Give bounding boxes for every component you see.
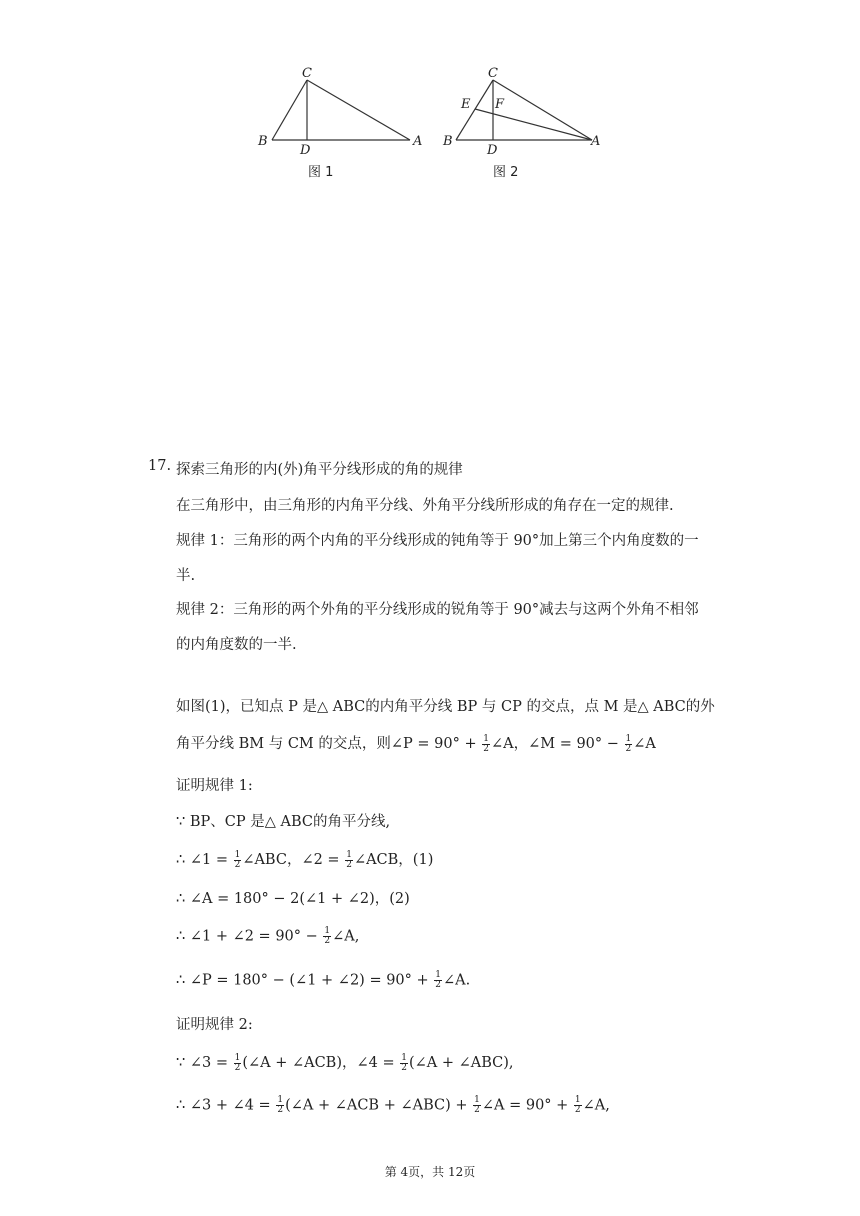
example-post: ∠A — [633, 736, 656, 752]
example-line-1: 如图(1)，已知点 P 是△ ABC的内角平分线 BP 与 CP 的交点，点 M 是△ ABC的外 — [176, 699, 715, 715]
proof1-line-3: ∴ ∠A = 180° − 2(∠1 + ∠2)，(2) — [176, 891, 410, 907]
fig2-label-d: D — [487, 143, 498, 158]
rule2-line-2: 的内角度数的一半. — [176, 637, 297, 653]
figure-2 — [456, 80, 592, 140]
example-mid: ∠A，∠M = 90° − — [490, 736, 624, 752]
example-line-2 — [176, 732, 656, 754]
fig1-label-c: C — [302, 66, 312, 81]
proof1-title: 证明规律 1: — [176, 778, 253, 794]
proof1-line-2: ∴ ∠1 = $\frac{1}{2}$ ∠ABC，∠2 = $\frac{1}{2}$ ∠ACB，(1) — [176, 849, 434, 870]
fraction-half: $\frac{1}{2}$ — [401, 1052, 407, 1073]
proof1-line-4: ∴ ∠1 + ∠2 = 90° − $\frac{1}{2}$ ∠A, — [176, 926, 360, 946]
question-title: 探索三角形的内(外)角平分线形成的角的规律 — [176, 462, 463, 478]
triangle-figures — [250, 60, 620, 190]
fig2-label-a: A — [591, 134, 601, 149]
proof2-line-1: ∵ ∠3 = $\frac{1}{2}$ (∠A + ∠ACB)，∠4 = $\frac{1}{2}$ (∠A + ∠ABC), — [176, 1052, 514, 1073]
fig2-label-c: C — [488, 66, 498, 81]
proof1-line-1: ∵ BP、CP 是△ ABC的角平分线, — [176, 814, 391, 830]
example-pre: 角平分线 BM 与 CM 的交点，则∠P = 90° + — [176, 736, 482, 752]
question-number: 17. — [148, 458, 172, 474]
intro-text: 在三角形中，由三角形的内角平分线、外角平分线所形成的角存在一定的规律. — [176, 498, 674, 514]
fraction-half: $\frac{1}{2}$ — [435, 970, 442, 990]
fraction-half: $\frac{1}{2}$ — [234, 849, 241, 870]
fig1-label-a: A — [413, 134, 423, 149]
fig1-label-d: D — [300, 143, 311, 158]
rule1-line-1: 规律 1：三角形的两个内角的平分线形成的钝角等于 90°加上第三个内角度数的一 — [176, 533, 699, 549]
fig2-label-f: F — [495, 97, 505, 112]
fraction-half: $\frac{1}{2}$ — [625, 733, 632, 754]
fraction-half: $\frac{1}{2}$ — [483, 733, 489, 754]
rule2-line-1: 规律 2：三角形的两个外角的平分线形成的锐角等于 90°减去与这两个外角不相邻 — [176, 602, 699, 618]
fig1-label-b: B — [258, 134, 268, 149]
fig2-caption: 图 2 — [493, 165, 519, 180]
fraction-half: $\frac{1}{2}$ — [324, 926, 331, 946]
fig1-caption: 图 1 — [308, 165, 334, 180]
page-footer: 第 4页，共 12页 — [384, 1165, 476, 1179]
proof1-line-5: ∴ ∠P = 180° − (∠1 + ∠2) = 90° + $\frac{1}{2}$ ∠A. — [176, 970, 471, 990]
fraction-half: $\frac{1}{2}$ — [277, 1095, 284, 1115]
figure-1 — [272, 80, 410, 140]
fig2-label-e: E — [461, 97, 471, 112]
proof2-title: 证明规律 2: — [176, 1017, 253, 1033]
fraction-half: $\frac{1}{2}$ — [474, 1095, 480, 1115]
proof2-line-2: ∴ ∠3 + ∠4 = $\frac{1}{2}$ (∠A + ∠ACB + ∠ABC) + $\frac{1}{2}$ ∠A = 90° + $\frac{1}{2}$ ∠A, — [176, 1095, 610, 1115]
fraction-half: $\frac{1}{2}$ — [346, 849, 352, 870]
rule1-line-2: 半. — [176, 568, 196, 584]
fig2-line-ca — [493, 80, 592, 140]
fig2-label-b: B — [443, 134, 453, 149]
figures-area — [250, 60, 620, 190]
fraction-half: $\frac{1}{2}$ — [234, 1052, 241, 1073]
fig1-line-bc — [272, 80, 307, 140]
fraction-half: $\frac{1}{2}$ — [574, 1095, 581, 1115]
fig1-line-ca — [307, 80, 410, 140]
